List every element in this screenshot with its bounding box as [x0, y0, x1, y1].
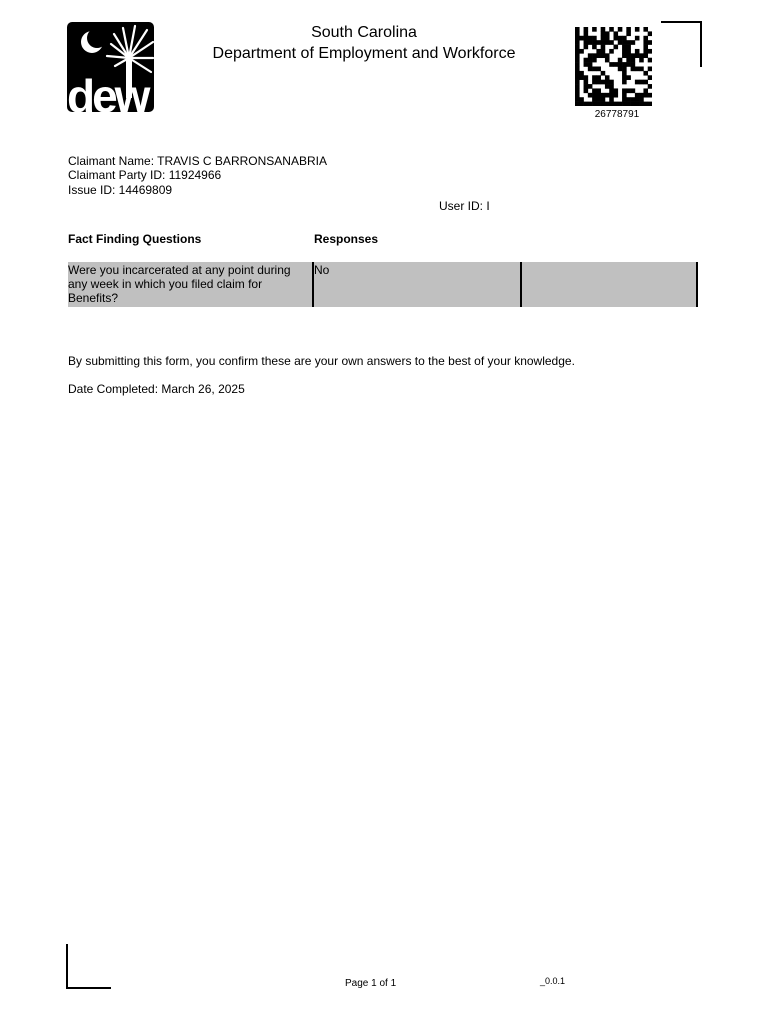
department-name: Department of Employment and Workforce [212, 45, 516, 62]
column-header-responses: Responses [314, 232, 379, 246]
barcode-number: 26778791 [594, 109, 640, 120]
datamatrix-barcode [575, 27, 652, 106]
crop-mark-top-right [661, 21, 702, 67]
dew-logo [67, 22, 154, 112]
claimant-party-id: Claimant Party ID: 11924966 [68, 168, 222, 182]
table-row [68, 262, 698, 307]
page-number: Page 1 of 1 [345, 978, 397, 989]
crop-mark-bottom-left [66, 944, 111, 989]
confirmation-statement: By submitting this form, you confirm these are your own answers to the best of your knowledge. [68, 354, 575, 368]
question-cell: Were you incarcerated at any point during any week in which you filed claim for Benefits? [68, 263, 291, 305]
issue-id: Issue ID: 14469809 [68, 183, 173, 197]
state-name: South Carolina [311, 24, 417, 41]
date-completed: Date Completed: March 26, 2025 [68, 382, 245, 396]
svg-text:dew: dew [67, 70, 148, 112]
claimant-name: Claimant Name: TRAVIS C BARRONSANABRIA [68, 154, 327, 168]
column-header-questions: Fact Finding Questions [68, 232, 202, 246]
form-version: _0.0.1 [540, 976, 566, 986]
user-id: User ID: I [439, 199, 490, 213]
empty-cell [520, 262, 698, 307]
response-cell: No [312, 262, 521, 307]
